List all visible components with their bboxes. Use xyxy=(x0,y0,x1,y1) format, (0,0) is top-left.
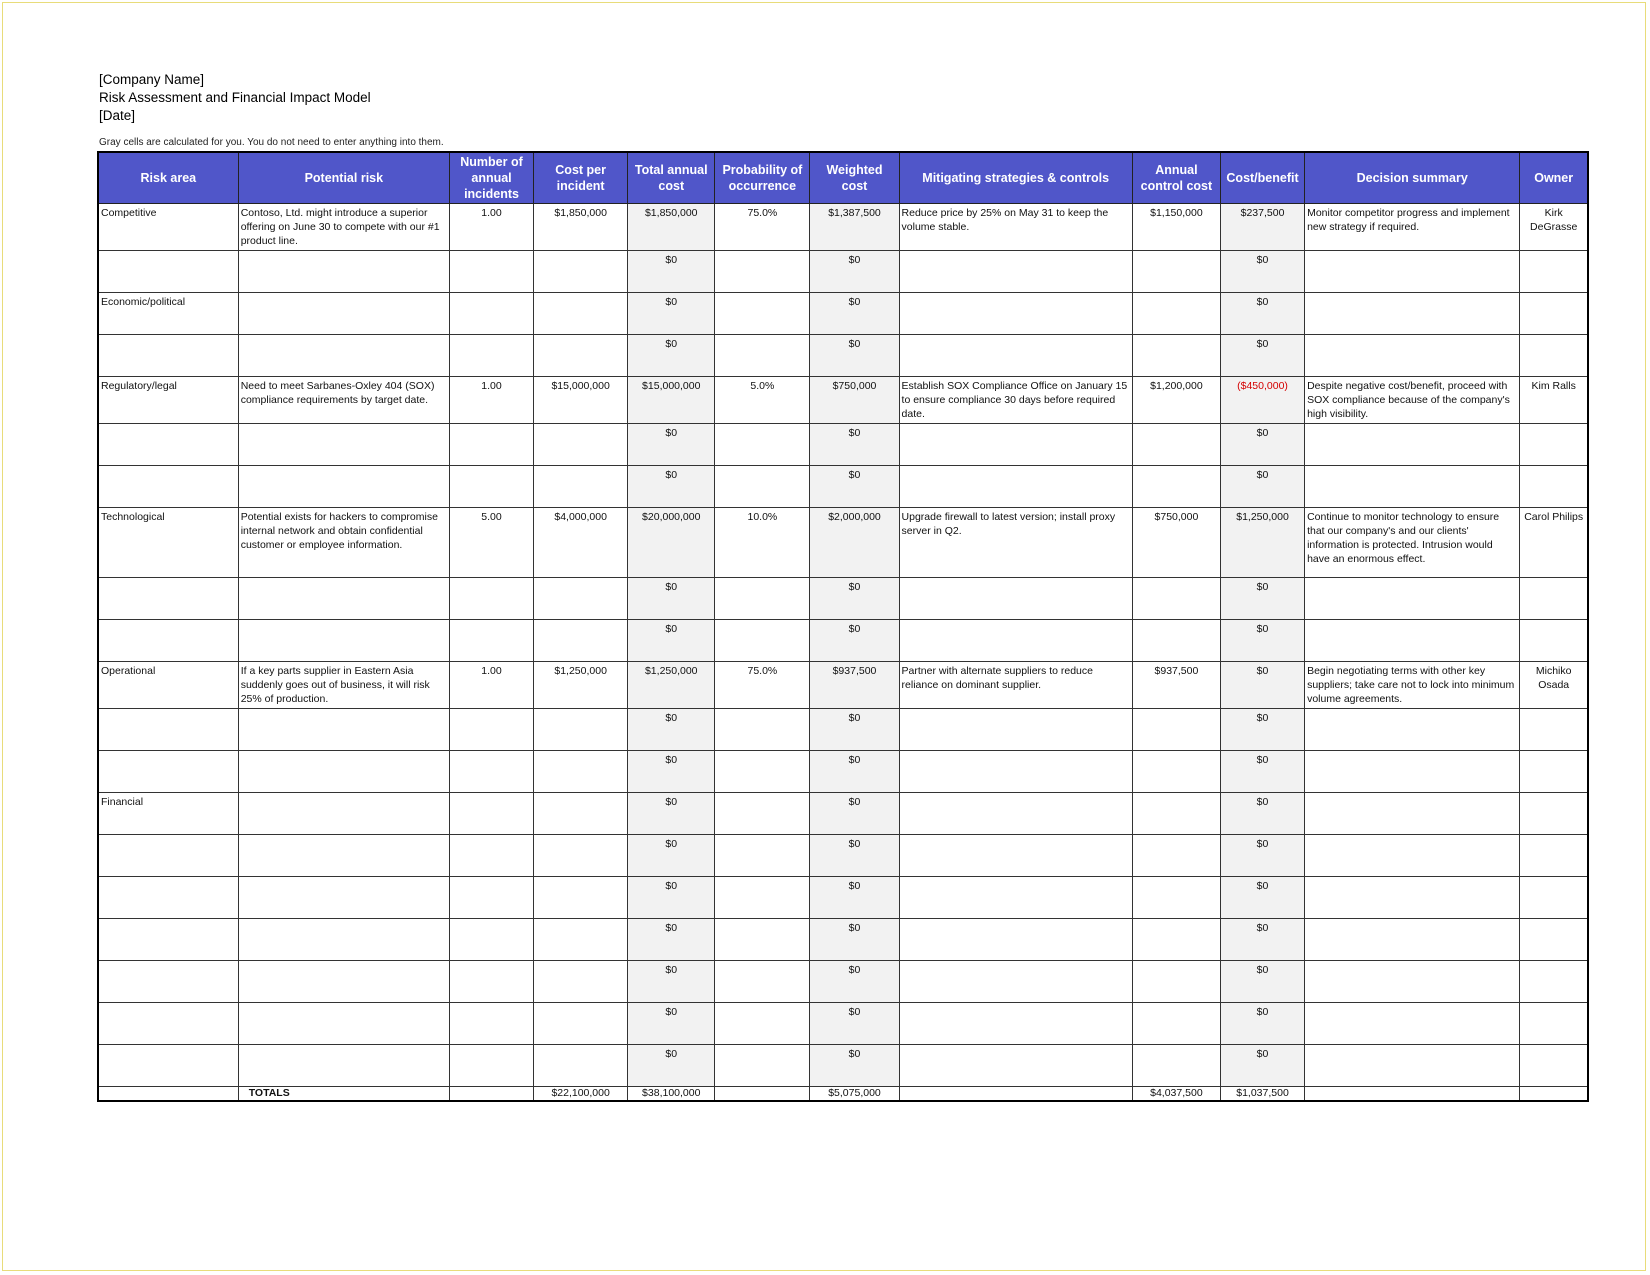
cell-annual-control-cost[interactable] xyxy=(1132,793,1220,835)
col-header-weighted-cost: Weighted cost xyxy=(810,152,899,204)
cell-total-annual-cost[interactable]: $0 xyxy=(628,751,715,793)
cell-mitigating-strategies[interactable] xyxy=(899,961,1132,1003)
cell-weighted-cost[interactable]: $0 xyxy=(810,620,899,662)
cell-decision-summary[interactable] xyxy=(1305,877,1520,919)
cell-annual-incidents[interactable] xyxy=(449,620,533,662)
cell-cost-benefit[interactable]: $0 xyxy=(1220,1003,1304,1045)
cell-potential-risk[interactable] xyxy=(238,709,449,751)
col-header-total-annual-cost: Total annual cost xyxy=(628,152,715,204)
total-weighted-cost: $5,075,000 xyxy=(810,1087,899,1102)
cell-decision-summary[interactable] xyxy=(1305,835,1520,877)
table-row xyxy=(98,877,1588,919)
cell-cost-benefit[interactable]: $0 xyxy=(1220,251,1304,293)
cell-weighted-cost[interactable]: $0 xyxy=(810,919,899,961)
table-row xyxy=(98,251,1588,293)
cell-cost-per-incident[interactable] xyxy=(534,1003,628,1045)
cell-owner[interactable]: Kim Ralls xyxy=(1520,377,1588,424)
cell-weighted-cost[interactable]: $0 xyxy=(810,466,899,508)
cell-weighted-cost[interactable]: $0 xyxy=(810,835,899,877)
table-row xyxy=(98,961,1588,1003)
cell-mitigating-strategies[interactable]: Establish SOX Compliance Office on January 15 to ensure compliance 30 days before required date. xyxy=(899,377,1132,424)
table-row xyxy=(98,293,1588,335)
cell-total-annual-cost[interactable]: $0 xyxy=(628,961,715,1003)
table-row xyxy=(98,662,1588,709)
table-row xyxy=(98,204,1588,251)
col-header-cost-benefit: Cost/benefit xyxy=(1220,152,1304,204)
cell-annual-control-cost[interactable]: $1,200,000 xyxy=(1132,377,1220,424)
cell-risk-area[interactable] xyxy=(98,1045,238,1087)
cell-probability[interactable] xyxy=(715,578,810,620)
cell-mitigating-strategies[interactable] xyxy=(899,424,1132,466)
cell-owner[interactable] xyxy=(1520,466,1588,508)
cell-risk-area[interactable] xyxy=(98,1003,238,1045)
cell-decision-summary[interactable] xyxy=(1305,293,1520,335)
cell-weighted-cost[interactable]: $0 xyxy=(810,709,899,751)
cell-risk-area[interactable] xyxy=(98,919,238,961)
cell-cost-per-incident[interactable] xyxy=(534,919,628,961)
cell-risk-area[interactable]: Competitive xyxy=(98,204,238,251)
cell-mitigating-strategies[interactable] xyxy=(899,1045,1132,1087)
cell-owner[interactable] xyxy=(1520,251,1588,293)
cell-risk-area[interactable]: Regulatory/legal xyxy=(98,377,238,424)
cell-cost-benefit[interactable]: $0 xyxy=(1220,877,1304,919)
cell-decision-summary[interactable] xyxy=(1305,1003,1520,1045)
cell-weighted-cost[interactable]: $937,500 xyxy=(810,662,899,709)
cell-cost-per-incident[interactable] xyxy=(534,620,628,662)
cell-cost-benefit[interactable]: $0 xyxy=(1220,751,1304,793)
cell-potential-risk[interactable]: If a key parts supplier in Eastern Asia suddenly goes out of business, it will risk 25% of production. xyxy=(238,662,449,709)
cell-risk-area[interactable] xyxy=(98,466,238,508)
table-row xyxy=(98,1045,1588,1087)
cell-cost-benefit[interactable]: $0 xyxy=(1220,793,1304,835)
cell-owner[interactable] xyxy=(1520,961,1588,1003)
cell-decision-summary[interactable] xyxy=(1305,466,1520,508)
cell-cost-per-incident[interactable] xyxy=(534,793,628,835)
cell-annual-incidents[interactable] xyxy=(449,793,533,835)
cell-annual-control-cost[interactable]: $937,500 xyxy=(1132,662,1220,709)
cell-owner[interactable] xyxy=(1520,424,1588,466)
report-date[interactable]: [Date] xyxy=(99,108,136,123)
cell-annual-control-cost[interactable] xyxy=(1132,251,1220,293)
cell-cost-benefit[interactable]: $0 xyxy=(1220,620,1304,662)
cell-potential-risk[interactable] xyxy=(238,751,449,793)
cell-probability[interactable]: 75.0% xyxy=(715,662,810,709)
cell-mitigating-strategies[interactable] xyxy=(899,1003,1132,1045)
cell-annual-incidents[interactable] xyxy=(449,335,533,377)
total-total-annual-cost: $38,100,000 xyxy=(628,1087,715,1102)
cell-total-annual-cost[interactable]: $0 xyxy=(628,919,715,961)
cell-cost-per-incident[interactable] xyxy=(534,877,628,919)
table-row xyxy=(98,751,1588,793)
cell-annual-incidents[interactable] xyxy=(449,293,533,335)
cell-cost-per-incident[interactable] xyxy=(534,709,628,751)
cell-total-annual-cost[interactable]: $0 xyxy=(628,466,715,508)
cell-cost-benefit[interactable]: $0 xyxy=(1220,961,1304,1003)
cell-mitigating-strategies[interactable]: Partner with alternate suppliers to reduce reliance on dominant supplier. xyxy=(899,662,1132,709)
cell-annual-incidents[interactable]: 1.00 xyxy=(449,204,533,251)
cell-weighted-cost[interactable]: $0 xyxy=(810,1003,899,1045)
cell-total-annual-cost[interactable]: $0 xyxy=(628,1045,715,1087)
cell-potential-risk[interactable] xyxy=(238,1045,449,1087)
cell-mitigating-strategies[interactable] xyxy=(899,877,1132,919)
cell-annual-incidents[interactable] xyxy=(449,578,533,620)
cell-cost-per-incident[interactable] xyxy=(534,578,628,620)
cell-mitigating-strategies[interactable] xyxy=(899,293,1132,335)
totals-row xyxy=(98,1087,1588,1102)
cell-cost-benefit[interactable]: $0 xyxy=(1220,709,1304,751)
cell-potential-risk[interactable] xyxy=(238,620,449,662)
cell-mitigating-strategies[interactable] xyxy=(899,620,1132,662)
cell-weighted-cost[interactable]: $0 xyxy=(810,877,899,919)
cell-risk-area[interactable] xyxy=(98,751,238,793)
cell-annual-incidents[interactable] xyxy=(449,751,533,793)
total-mitigating-strategies xyxy=(899,1087,1132,1102)
table-row xyxy=(98,620,1588,662)
cell-annual-incidents[interactable] xyxy=(449,835,533,877)
col-header-annual-incidents: Number of annual incidents xyxy=(449,152,533,204)
cell-probability[interactable]: 75.0% xyxy=(715,204,810,251)
cell-weighted-cost[interactable]: $0 xyxy=(810,1045,899,1087)
cell-risk-area[interactable] xyxy=(98,835,238,877)
cell-probability[interactable] xyxy=(715,1045,810,1087)
table-row xyxy=(98,709,1588,751)
table-row xyxy=(98,835,1588,877)
cell-decision-summary[interactable] xyxy=(1305,1045,1520,1087)
cell-probability[interactable]: 10.0% xyxy=(715,508,810,578)
cell-cost-benefit[interactable]: $237,500 xyxy=(1220,204,1304,251)
cell-annual-incidents[interactable] xyxy=(449,251,533,293)
cell-weighted-cost[interactable]: $2,000,000 xyxy=(810,508,899,578)
cell-mitigating-strategies[interactable] xyxy=(899,709,1132,751)
cell-annual-control-cost[interactable] xyxy=(1132,751,1220,793)
cell-cost-per-incident[interactable]: $15,000,000 xyxy=(534,377,628,424)
report-header xyxy=(99,71,371,125)
cell-total-annual-cost[interactable]: $0 xyxy=(628,424,715,466)
cell-potential-risk[interactable] xyxy=(238,1003,449,1045)
cell-annual-incidents[interactable] xyxy=(449,424,533,466)
cell-cost-benefit[interactable]: $0 xyxy=(1220,578,1304,620)
risk-assessment-table xyxy=(97,151,1589,1102)
cell-probability[interactable] xyxy=(715,424,810,466)
cell-total-annual-cost[interactable]: $0 xyxy=(628,877,715,919)
cell-total-annual-cost[interactable]: $15,000,000 xyxy=(628,377,715,424)
cell-mitigating-strategies[interactable] xyxy=(899,835,1132,877)
col-header-potential-risk: Potential risk xyxy=(238,152,449,204)
col-header-cost-per-incident: Cost per incident xyxy=(534,152,628,204)
cell-cost-per-incident[interactable]: $4,000,000 xyxy=(534,508,628,578)
cell-risk-area[interactable] xyxy=(98,335,238,377)
total-risk-area xyxy=(98,1087,238,1102)
cell-weighted-cost[interactable]: $0 xyxy=(810,578,899,620)
total-cost-benefit: $1,037,500 xyxy=(1220,1087,1304,1102)
cell-cost-benefit[interactable]: $1,250,000 xyxy=(1220,508,1304,578)
cell-mitigating-strategies[interactable]: Upgrade firewall to latest version; install proxy server in Q2. xyxy=(899,508,1132,578)
cell-risk-area[interactable]: Economic/political xyxy=(98,293,238,335)
cell-owner[interactable]: Kirk DeGrasse xyxy=(1520,204,1588,251)
cell-weighted-cost[interactable]: $0 xyxy=(810,251,899,293)
cell-cost-benefit[interactable]: $0 xyxy=(1220,335,1304,377)
cell-probability[interactable] xyxy=(715,620,810,662)
cell-risk-area[interactable]: Operational xyxy=(98,662,238,709)
cell-decision-summary[interactable]: Continue to monitor technology to ensure that our company's and our clients' information is protected. Intrusion would have an enormous effect. xyxy=(1305,508,1520,578)
cell-decision-summary[interactable] xyxy=(1305,751,1520,793)
cell-potential-risk[interactable] xyxy=(238,835,449,877)
total-annual-control-cost: $4,037,500 xyxy=(1132,1087,1220,1102)
cell-probability[interactable] xyxy=(715,919,810,961)
cell-risk-area[interactable] xyxy=(98,578,238,620)
total-probability xyxy=(715,1087,810,1102)
cell-owner[interactable] xyxy=(1520,578,1588,620)
cell-decision-summary[interactable]: Despite negative cost/benefit, proceed with SOX compliance because of the company's high visibility. xyxy=(1305,377,1520,424)
cell-mitigating-strategies[interactable] xyxy=(899,793,1132,835)
cell-decision-summary[interactable] xyxy=(1305,424,1520,466)
cell-probability[interactable]: 5.0% xyxy=(715,377,810,424)
cell-probability[interactable] xyxy=(715,877,810,919)
cell-cost-per-incident[interactable] xyxy=(534,466,628,508)
cell-owner[interactable] xyxy=(1520,1003,1588,1045)
cell-cost-per-incident[interactable] xyxy=(534,1045,628,1087)
total-annual-incidents xyxy=(449,1087,533,1102)
cell-annual-incidents[interactable] xyxy=(449,1045,533,1087)
cell-probability[interactable] xyxy=(715,793,810,835)
col-header-risk-area: Risk area xyxy=(98,152,238,204)
cell-potential-risk[interactable] xyxy=(238,424,449,466)
cell-owner[interactable] xyxy=(1520,793,1588,835)
cell-cost-benefit[interactable]: $0 xyxy=(1220,1045,1304,1087)
cell-risk-area[interactable]: Financial xyxy=(98,793,238,835)
cell-annual-incidents[interactable] xyxy=(449,709,533,751)
cell-annual-control-cost[interactable] xyxy=(1132,293,1220,335)
cell-mitigating-strategies[interactable]: Reduce price by 25% on May 31 to keep the volume stable. xyxy=(899,204,1132,251)
cell-annual-incidents[interactable] xyxy=(449,919,533,961)
company-name[interactable]: [Company Name] xyxy=(99,72,205,87)
cell-probability[interactable] xyxy=(715,1003,810,1045)
cell-total-annual-cost[interactable]: $0 xyxy=(628,293,715,335)
cell-owner[interactable]: Carol Philips xyxy=(1520,508,1588,578)
cell-owner[interactable] xyxy=(1520,877,1588,919)
cell-owner[interactable] xyxy=(1520,919,1588,961)
col-header-probability: Probability of occurrence xyxy=(715,152,810,204)
cell-decision-summary[interactable]: Monitor competitor progress and implement new strategy if required. xyxy=(1305,204,1520,251)
cell-probability[interactable] xyxy=(715,251,810,293)
cell-risk-area[interactable] xyxy=(98,877,238,919)
cell-probability[interactable] xyxy=(715,709,810,751)
cell-total-annual-cost[interactable]: $0 xyxy=(628,620,715,662)
cell-cost-per-incident[interactable] xyxy=(534,251,628,293)
cell-cost-benefit[interactable]: $0 xyxy=(1220,293,1304,335)
total-cost-per-incident: $22,100,000 xyxy=(534,1087,628,1102)
cell-risk-area[interactable] xyxy=(98,961,238,1003)
cell-owner[interactable] xyxy=(1520,751,1588,793)
cell-owner[interactable] xyxy=(1520,335,1588,377)
cell-potential-risk[interactable] xyxy=(238,919,449,961)
cell-risk-area[interactable] xyxy=(98,424,238,466)
cell-annual-incidents[interactable] xyxy=(449,961,533,1003)
table-row xyxy=(98,578,1588,620)
cell-annual-incidents[interactable]: 1.00 xyxy=(449,377,533,424)
table-row xyxy=(98,793,1588,835)
cell-cost-benefit[interactable]: $0 xyxy=(1220,424,1304,466)
cell-annual-control-cost[interactable] xyxy=(1132,877,1220,919)
cell-probability[interactable] xyxy=(715,335,810,377)
cell-potential-risk[interactable]: Potential exists for hackers to compromise internal network and obtain confidential customer or employee information. xyxy=(238,508,449,578)
cell-cost-per-incident[interactable] xyxy=(534,751,628,793)
cell-cost-per-incident[interactable] xyxy=(534,424,628,466)
col-header-annual-control-cost: Annual control cost xyxy=(1132,152,1220,204)
totals-label: TOTALS xyxy=(238,1087,449,1102)
cell-owner[interactable] xyxy=(1520,835,1588,877)
table-row xyxy=(98,508,1588,578)
cell-annual-control-cost[interactable] xyxy=(1132,620,1220,662)
cell-weighted-cost[interactable]: $0 xyxy=(810,793,899,835)
cell-decision-summary[interactable] xyxy=(1305,793,1520,835)
cell-total-annual-cost[interactable]: $0 xyxy=(628,835,715,877)
cell-owner[interactable]: Michiko Osada xyxy=(1520,662,1588,709)
table-row xyxy=(98,335,1588,377)
cell-annual-control-cost[interactable] xyxy=(1132,424,1220,466)
cell-potential-risk[interactable] xyxy=(238,877,449,919)
cell-potential-risk[interactable] xyxy=(238,961,449,1003)
cell-cost-benefit[interactable]: $0 xyxy=(1220,662,1304,709)
cell-total-annual-cost[interactable]: $0 xyxy=(628,1003,715,1045)
cell-owner[interactable] xyxy=(1520,293,1588,335)
cell-weighted-cost[interactable]: $0 xyxy=(810,751,899,793)
cell-weighted-cost[interactable]: $0 xyxy=(810,961,899,1003)
cell-annual-incidents[interactable] xyxy=(449,1003,533,1045)
cell-owner[interactable] xyxy=(1520,1045,1588,1087)
cell-total-annual-cost[interactable]: $0 xyxy=(628,335,715,377)
total-decision-summary xyxy=(1305,1087,1520,1102)
cell-cost-per-incident[interactable] xyxy=(534,961,628,1003)
cell-cost-per-incident[interactable]: $1,850,000 xyxy=(534,204,628,251)
cell-annual-control-cost[interactable] xyxy=(1132,1003,1220,1045)
cell-decision-summary[interactable]: Begin negotiating terms with other key suppliers; take care not to lock into minimum volume agreements. xyxy=(1305,662,1520,709)
cell-weighted-cost[interactable]: $1,387,500 xyxy=(810,204,899,251)
table-row xyxy=(98,377,1588,424)
cell-risk-area[interactable]: Technological xyxy=(98,508,238,578)
cell-annual-incidents[interactable] xyxy=(449,877,533,919)
cell-total-annual-cost[interactable]: $20,000,000 xyxy=(628,508,715,578)
cell-annual-control-cost[interactable]: $1,150,000 xyxy=(1132,204,1220,251)
cell-total-annual-cost[interactable]: $0 xyxy=(628,251,715,293)
cell-probability[interactable] xyxy=(715,961,810,1003)
cell-mitigating-strategies[interactable] xyxy=(899,251,1132,293)
table-row xyxy=(98,919,1588,961)
cell-weighted-cost[interactable]: $0 xyxy=(810,335,899,377)
cell-annual-control-cost[interactable] xyxy=(1132,578,1220,620)
instruction-note: Gray cells are calculated for you. You do not need to enter anything into them. xyxy=(99,137,444,148)
cell-weighted-cost[interactable]: $750,000 xyxy=(810,377,899,424)
total-owner xyxy=(1520,1087,1588,1102)
cell-cost-per-incident[interactable] xyxy=(534,835,628,877)
cell-probability[interactable] xyxy=(715,751,810,793)
report-title[interactable]: Risk Assessment and Financial Impact Model xyxy=(99,90,371,105)
table-row xyxy=(98,424,1588,466)
cell-annual-incidents[interactable]: 1.00 xyxy=(449,662,533,709)
cell-annual-control-cost[interactable] xyxy=(1132,709,1220,751)
col-header-owner: Owner xyxy=(1520,152,1588,204)
table-row xyxy=(98,1003,1588,1045)
cell-cost-per-incident[interactable] xyxy=(534,335,628,377)
cell-total-annual-cost[interactable]: $0 xyxy=(628,793,715,835)
cell-probability[interactable] xyxy=(715,293,810,335)
cell-annual-control-cost[interactable] xyxy=(1132,335,1220,377)
cell-potential-risk[interactable] xyxy=(238,293,449,335)
cell-cost-benefit[interactable]: $0 xyxy=(1220,466,1304,508)
cell-mitigating-strategies[interactable] xyxy=(899,466,1132,508)
header-row xyxy=(98,152,1588,204)
cell-risk-area[interactable] xyxy=(98,620,238,662)
cell-potential-risk[interactable]: Contoso, Ltd. might introduce a superior offering on June 30 to compete with our #1 product line. xyxy=(238,204,449,251)
cell-potential-risk[interactable] xyxy=(238,335,449,377)
cell-cost-per-incident[interactable]: $1,250,000 xyxy=(534,662,628,709)
cell-risk-area[interactable] xyxy=(98,709,238,751)
cell-cost-benefit[interactable]: $0 xyxy=(1220,835,1304,877)
cell-decision-summary[interactable] xyxy=(1305,251,1520,293)
cell-mitigating-strategies[interactable] xyxy=(899,335,1132,377)
cell-annual-incidents[interactable] xyxy=(449,466,533,508)
cell-weighted-cost[interactable]: $0 xyxy=(810,424,899,466)
cell-total-annual-cost[interactable]: $0 xyxy=(628,578,715,620)
cell-annual-control-cost[interactable]: $750,000 xyxy=(1132,508,1220,578)
cell-decision-summary[interactable] xyxy=(1305,919,1520,961)
cell-potential-risk[interactable] xyxy=(238,793,449,835)
cell-mitigating-strategies[interactable] xyxy=(899,919,1132,961)
cell-cost-per-incident[interactable] xyxy=(534,293,628,335)
cell-annual-control-cost[interactable] xyxy=(1132,835,1220,877)
cell-potential-risk[interactable] xyxy=(238,466,449,508)
table-body xyxy=(98,204,1588,1102)
cell-owner[interactable] xyxy=(1520,620,1588,662)
col-header-decision-summary: Decision summary xyxy=(1305,152,1520,204)
cell-decision-summary[interactable] xyxy=(1305,620,1520,662)
cell-decision-summary[interactable] xyxy=(1305,335,1520,377)
cell-total-annual-cost[interactable]: $0 xyxy=(628,709,715,751)
cell-potential-risk[interactable]: Need to meet Sarbanes-Oxley 404 (SOX) compliance requirements by target date. xyxy=(238,377,449,424)
table-row xyxy=(98,466,1588,508)
cell-risk-area[interactable] xyxy=(98,251,238,293)
cell-annual-control-cost[interactable] xyxy=(1132,919,1220,961)
cell-mitigating-strategies[interactable] xyxy=(899,578,1132,620)
cell-weighted-cost[interactable]: $0 xyxy=(810,293,899,335)
cell-annual-incidents[interactable]: 5.00 xyxy=(449,508,533,578)
cell-annual-control-cost[interactable] xyxy=(1132,466,1220,508)
cell-total-annual-cost[interactable]: $1,850,000 xyxy=(628,204,715,251)
cell-potential-risk[interactable] xyxy=(238,251,449,293)
cell-probability[interactable] xyxy=(715,835,810,877)
cell-cost-benefit[interactable]: $0 xyxy=(1220,919,1304,961)
cell-owner[interactable] xyxy=(1520,709,1588,751)
cell-decision-summary[interactable] xyxy=(1305,961,1520,1003)
col-header-mitigating-strategies: Mitigating strategies & controls xyxy=(899,152,1132,204)
cell-cost-benefit[interactable]: ($450,000) xyxy=(1220,377,1304,424)
cell-annual-control-cost[interactable] xyxy=(1132,961,1220,1003)
cell-probability[interactable] xyxy=(715,466,810,508)
cell-potential-risk[interactable] xyxy=(238,578,449,620)
cell-mitigating-strategies[interactable] xyxy=(899,751,1132,793)
cell-total-annual-cost[interactable]: $1,250,000 xyxy=(628,662,715,709)
cell-decision-summary[interactable] xyxy=(1305,578,1520,620)
cell-decision-summary[interactable] xyxy=(1305,709,1520,751)
cell-annual-control-cost[interactable] xyxy=(1132,1045,1220,1087)
